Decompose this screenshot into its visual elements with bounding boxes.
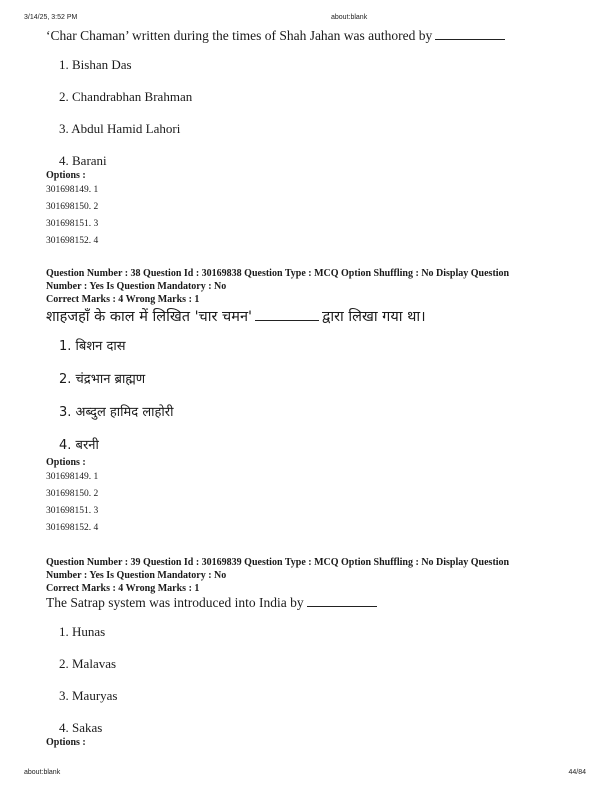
question-38 (46, 267, 586, 537)
options-label: Options : (46, 737, 86, 748)
option-code: 301698152. 4 (46, 523, 99, 533)
answer-blank (255, 308, 319, 321)
question-text (46, 595, 586, 611)
option-3: 3. अब्दुल हामिद लाहोरी (59, 405, 174, 420)
option-2: 2. Malavas (59, 656, 117, 671)
option-code: 301698152. 4 (46, 236, 99, 246)
footer-url: about:blank (24, 769, 61, 776)
option-4: 4. Barani (59, 153, 107, 168)
option-2: 2. Chandrabhan Brahman (59, 89, 193, 104)
option-code: 301698151. 3 (46, 219, 99, 229)
question-37 (46, 28, 586, 250)
option-1: 1. बिशन दास (59, 339, 126, 354)
answer-blank (435, 28, 505, 40)
options-label: Options : (46, 170, 86, 181)
question-text-content: The Satrap system was introduced into India by (46, 595, 304, 610)
question-meta-cont: Number : Yes Is Question Mandatory : No (46, 570, 227, 581)
question-39 (46, 556, 586, 749)
option-2: 2. चंद्रभान ब्राह्मण (59, 372, 146, 387)
question-meta: Question Number : 39 Question Id : 30169839 Question Type : MCQ Option Shuffling : No Display Question (46, 557, 510, 568)
option-4: 4. बरनी (59, 438, 99, 453)
option-code: 301698149. 1 (46, 472, 99, 482)
option-code: 301698151. 3 (46, 506, 99, 516)
question-page (46, 28, 586, 749)
option-4: 4. Sakas (59, 720, 103, 735)
page-number: 44/84 (568, 769, 586, 776)
print-url: about:blank (331, 14, 368, 21)
option-3: 3. Abdul Hamid Lahori (59, 121, 181, 136)
option-1: 1. Hunas (59, 624, 106, 639)
options-label: Options : (46, 457, 86, 468)
option-code: 301698150. 2 (46, 202, 99, 212)
question-meta: Question Number : 38 Question Id : 30169838 Question Type : MCQ Option Shuffling : No Display Question (46, 268, 510, 279)
option-1: 1. Bishan Das (59, 57, 132, 72)
answer-blank (307, 595, 377, 607)
option-3: 3. Mauryas (59, 688, 118, 703)
question-marks: Correct Marks : 4 Wrong Marks : 1 (46, 294, 200, 305)
question-text (46, 28, 586, 44)
question-text-content: ‘Char Chaman’ written during the times of Shah Jahan was authored by (46, 28, 433, 43)
print-datetime: 3/14/25, 3:52 PM (24, 14, 78, 21)
question-meta-cont: Number : Yes Is Question Mandatory : No (46, 281, 227, 292)
question-text-part-1: शाहजहाँ के काल में लिखित 'चार चमन' (46, 309, 252, 325)
option-code: 301698149. 1 (46, 185, 99, 195)
question-text-part-2: द्वारा लिखा गया था। (321, 309, 426, 325)
question-text (46, 306, 586, 328)
option-code: 301698150. 2 (46, 489, 99, 499)
question-marks: Correct Marks : 4 Wrong Marks : 1 (46, 583, 200, 594)
